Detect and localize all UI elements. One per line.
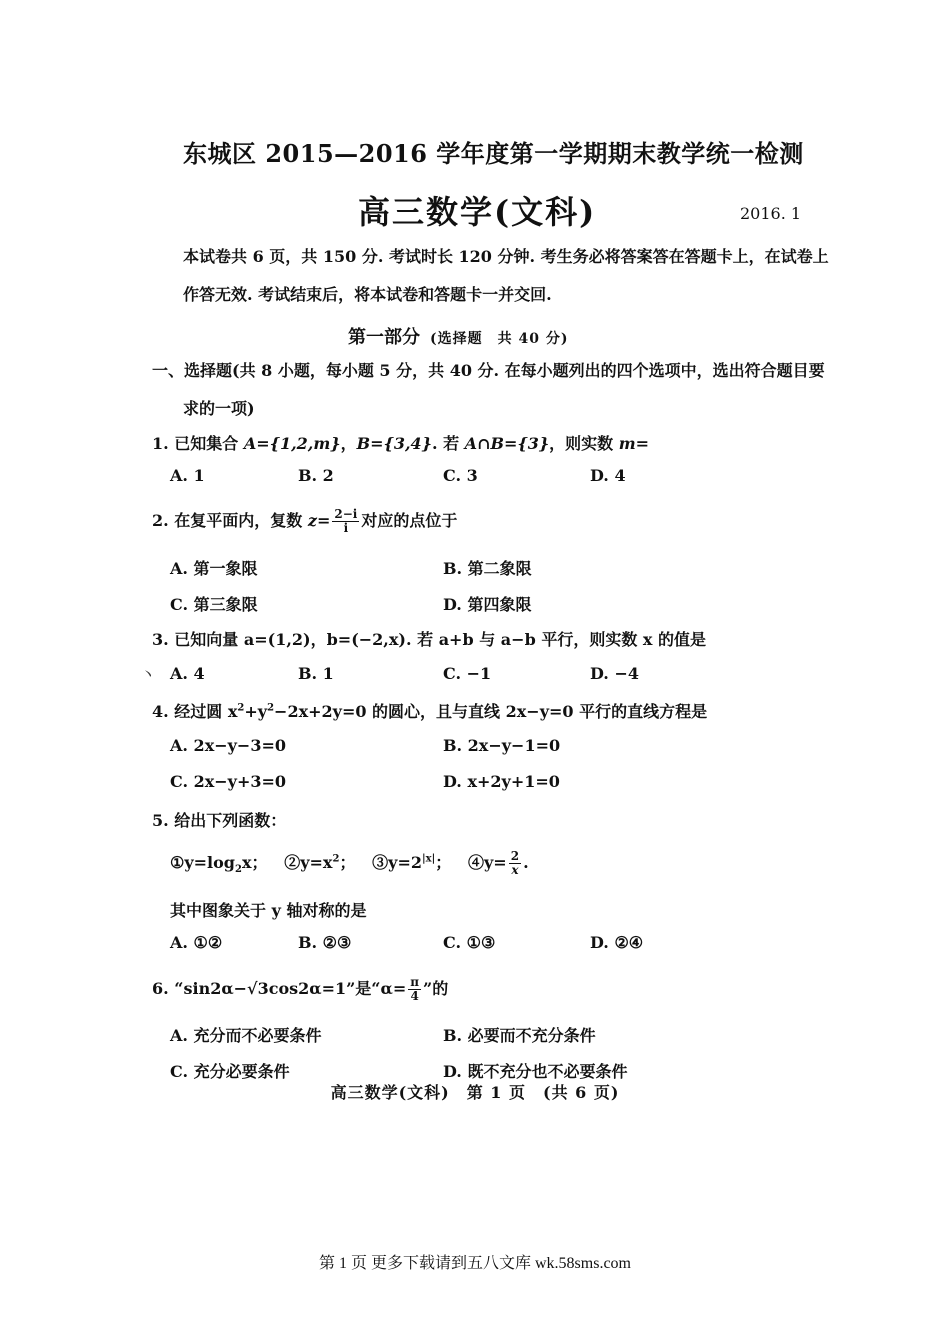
exam-subtitle: 高三数学(文科) <box>358 193 597 231</box>
q6-text: 6. “sin2α−√3cos2α=1”是“α= <box>152 979 407 998</box>
q5-f3-pre: ③y=2 <box>372 853 423 872</box>
part1-instruction-1: 一、选择题(共 8 小题，每小题 5 分，共 40 分. 在每小题列出的四个选项中，选出符合题目要 <box>152 361 825 380</box>
q3-option-d: D. −4 <box>590 664 639 683</box>
q5-function-4 <box>468 849 529 877</box>
q2-option-d: D. 第四象限 <box>443 595 532 614</box>
exam-date: 2016. 1 <box>740 204 802 223</box>
question-1 <box>152 431 649 454</box>
handwritten-mark: 丶 <box>140 665 157 684</box>
section-title: 第一部分 <box>348 327 420 348</box>
q1-sep2: . 若 <box>431 434 465 453</box>
intro-line-1: 本试卷共 6 页，共 150 分. 考试时长 120 分钟. 考生务必将答案答在答题卡上，在试卷上 <box>183 247 829 266</box>
q5-option-b: B. ②③ <box>298 933 352 952</box>
q5-f4-numerator: 2 <box>510 849 520 863</box>
q5-f4-denominator: x <box>511 863 519 877</box>
q1-text-post: ，则实数 <box>549 434 619 453</box>
q1-option-a: A. 1 <box>170 466 205 485</box>
q2-text-post: 对应的点位于 <box>361 511 458 530</box>
q2-equals: = <box>316 511 331 530</box>
q5-f1-base: 2 <box>234 864 242 876</box>
q1-condition: A∩B={3} <box>464 434 550 453</box>
q5-f4-pre: ④y= <box>468 853 507 872</box>
q5-f3-exp: |x| <box>422 853 436 865</box>
question-6 <box>152 976 448 1003</box>
q1-variable: m <box>618 434 636 453</box>
page-footer: 高三数学(文科) 第 1 页 (共 6 页) <box>330 1083 620 1102</box>
q2-option-a: A. 第一象限 <box>170 559 258 578</box>
q5-function-3 <box>372 853 451 872</box>
q4-text: 4. 经过圆 x <box>152 702 238 721</box>
q5-f4-fraction <box>509 850 521 877</box>
q4-option-a: A. 2x−y−3=0 <box>170 736 287 755</box>
question-4 <box>152 699 707 722</box>
q4-option-b: B. 2x−y−1=0 <box>443 736 561 755</box>
q6-option-a: A. 充分而不必要条件 <box>170 1026 322 1045</box>
q5-ask: 其中图象关于 y 轴对称的是 <box>170 901 367 920</box>
question-5: 5. 给出下列函数： <box>152 811 287 830</box>
q1-equals: = <box>635 434 650 453</box>
q1-option-b: B. 2 <box>298 466 334 485</box>
q3-option-a: A. 4 <box>170 664 205 683</box>
q5-f1-pre: ①y=log <box>170 853 235 872</box>
q6-option-c: C. 充分必要条件 <box>170 1062 290 1081</box>
q1-option-c: C. 3 <box>443 466 478 485</box>
q5-f2-pre: ②y=x <box>284 853 333 872</box>
q2-denominator: i <box>343 521 349 535</box>
section-note: (选择题 共 40 分) <box>430 331 569 347</box>
part1-instruction-2: 求的一项) <box>183 399 255 418</box>
q6-text-post: ”的 <box>423 979 449 998</box>
q2-option-b: B. 第二象限 <box>443 559 532 578</box>
site-footer: 第 1 页 更多下载请到五八文库 wk.58sms.com <box>318 1255 631 1272</box>
q2-fraction <box>332 508 359 535</box>
question-2 <box>152 508 457 535</box>
q5-f3-post: ； <box>435 853 452 872</box>
q5-f2-exp: 2 <box>332 853 340 865</box>
q5-f2-post: ； <box>339 853 356 872</box>
exam-title: 东城区 2015—2016 学年度第一学期期末教学统一检测 <box>183 139 804 168</box>
q4-text-post: −2x+2y=0 的圆心，且与直线 2x−y=0 平行的直线方程是 <box>274 702 708 721</box>
q1-text: 1. 已知集合 <box>152 434 244 453</box>
q5-function-1 <box>170 853 268 876</box>
q1-sep: ， <box>340 434 357 453</box>
q3-option-b: B. 1 <box>298 664 334 683</box>
q6-option-b: B. 必要而不充分条件 <box>443 1026 596 1045</box>
q5-function-2 <box>284 853 355 872</box>
q2-numerator: 2−i <box>334 507 358 521</box>
q3-option-c: C. −1 <box>443 664 492 683</box>
q5-option-c: C. ①③ <box>443 933 496 952</box>
q5-f1-post: x； <box>241 853 268 872</box>
q5-option-d: D. ②④ <box>590 933 644 952</box>
q5-option-a: A. ①② <box>170 933 223 952</box>
q1-set-a: A={1,2,m} <box>243 434 341 453</box>
question-3: 3. 已知向量 a=(1,2)，b=(−2,x). 若 a+b 与 a−b 平行，则实数 x 的值是 <box>152 630 707 649</box>
q6-fraction <box>408 976 421 1003</box>
q4-exponent-1: 2 <box>237 702 245 714</box>
q4-exponent-2: 2 <box>267 702 275 714</box>
section-heading <box>348 323 568 349</box>
intro-line-2: 作答无效. 考试结束后，将本试卷和答题卡一并交回. <box>183 285 552 304</box>
q6-numerator: π <box>410 975 420 989</box>
q2-variable: z <box>307 511 317 530</box>
q1-set-b: B={3,4} <box>356 434 432 453</box>
q4-option-d: D. x+2y+1=0 <box>443 772 560 791</box>
q5-f4-post: . <box>523 853 529 872</box>
q5-functions <box>170 850 529 877</box>
q4-option-c: C. 2x−y+3=0 <box>170 772 287 791</box>
q2-text: 2. 在复平面内，复数 <box>152 511 308 530</box>
q6-option-d: D. 既不充分也不必要条件 <box>443 1062 628 1081</box>
q1-option-d: D. 4 <box>590 466 626 485</box>
q4-text-mid: +y <box>244 702 268 721</box>
q2-option-c: C. 第三象限 <box>170 595 258 614</box>
q6-denominator: 4 <box>410 989 419 1003</box>
